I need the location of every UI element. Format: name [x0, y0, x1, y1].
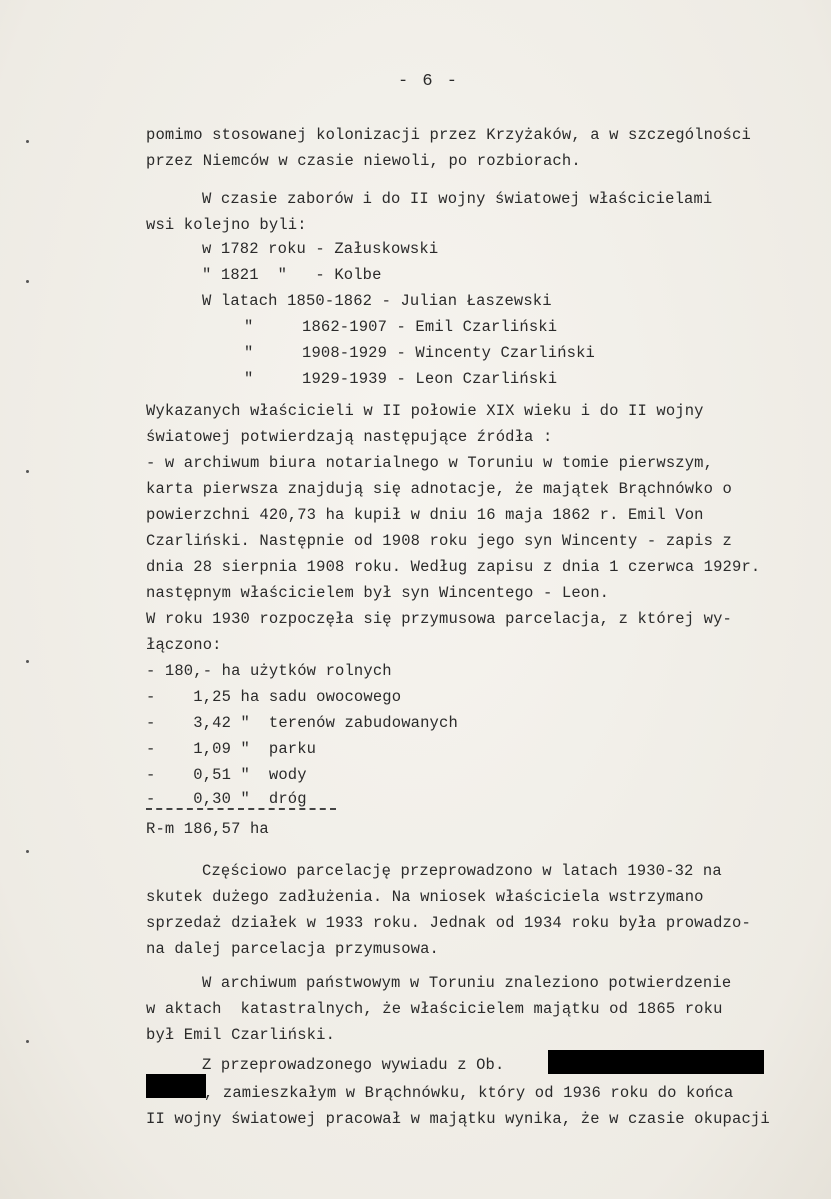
margin-dot [26, 470, 29, 473]
text-line: skutek dużego zadłużenia. Na wniosek właściciela wstrzymano [146, 888, 704, 906]
margin-dot [26, 140, 29, 143]
area-line: - 3,42 " terenów zabudowanych [146, 714, 458, 732]
text-line: w aktach katastralnych, że właścicielem majątku od 1865 roku [146, 1000, 723, 1018]
text-line: światowej potwierdzają następujące źródła : [146, 428, 553, 446]
redaction-box [146, 1074, 206, 1098]
margin-dot [26, 1040, 29, 1043]
owner-line: w 1782 roku - Załuskowski [202, 240, 439, 258]
ditto-mark: " [244, 318, 254, 336]
text-line: wsi kolejno byli: [146, 216, 307, 234]
text-line: Wykazanych właścicieli w II połowie XIX wieku i do II wojny [146, 402, 704, 420]
text-line: Częściowo parcelację przeprowadzono w latach 1930-32 na [202, 862, 722, 880]
text-line: pomimo stosowanej kolonizacji przez Krzyżaków, a w szczególności [146, 126, 751, 144]
area-total: R-m 186,57 ha [146, 820, 269, 838]
page-number: - 6 - [398, 72, 460, 91]
area-line: - 0,51 " wody [146, 766, 307, 784]
text-line: na dalej parcelacja przymusowa. [146, 940, 439, 958]
area-line: - 1,09 " parku [146, 740, 317, 758]
owner-line: 1862-1907 - Emil Czarliński [302, 318, 558, 336]
text-line: Czarliński. Następnie od 1908 roku jego syn Wincenty - zapis z [146, 532, 732, 550]
ditto-mark: " [244, 370, 254, 388]
text-line: W roku 1930 rozpoczęła się przymusowa parcelacja, z której wy- [146, 610, 732, 628]
text-line: karta pierwsza znajdują się adnotacje, że majątek Brąchnówko o [146, 480, 732, 498]
text-line: , zamieszkałym w Brąchnówku, który od 1936 roku do końca [204, 1084, 734, 1102]
text-line: powierzchni 420,73 ha kupił w dniu 16 maja 1862 r. Emil Von [146, 506, 704, 524]
text-line: II wojny światowej pracował w majątku wynika, że w czasie okupacji [146, 1110, 770, 1128]
text-line: W archiwum państwowym w Toruniu znaleziono potwierdzenie [202, 974, 732, 992]
text-line: łączono: [146, 636, 222, 654]
text-line: - w archiwum biura notarialnego w Toruniu w tomie pierwszym, [146, 454, 714, 472]
owner-line: W latach 1850-1862 - Julian Łaszewski [202, 292, 552, 310]
area-line: - 1,25 ha sadu owocowego [146, 688, 402, 706]
text-line: następnym właścicielem był syn Wincentego - Leon. [146, 584, 610, 602]
text-line: Z przeprowadzonego wywiadu z Ob. [202, 1056, 505, 1074]
margin-dot [26, 850, 29, 853]
text-line: W czasie zaborów i do II wojny światowej właścicielami [202, 190, 713, 208]
text-line: przez Niemców w czasie niewoli, po rozbiorach. [146, 152, 581, 170]
owner-line: 1929-1939 - Leon Czarliński [302, 370, 558, 388]
text-line: sprzedaż działek w 1933 roku. Jednak od 1934 roku była prowadzo- [146, 914, 751, 932]
text-line: był Emil Czarliński. [146, 1026, 336, 1044]
owner-line: 1908-1929 - Wincenty Czarliński [302, 344, 595, 362]
sum-rule [146, 808, 336, 810]
area-line: - 0,30 " dróg [146, 790, 307, 808]
margin-dot [26, 280, 29, 283]
redaction-box [548, 1050, 764, 1074]
owner-line: " 1821 " - Kolbe [202, 266, 382, 284]
text-line: dnia 28 sierpnia 1908 roku. Według zapisu z dnia 1 czerwca 1929r. [146, 558, 761, 576]
margin-dot [26, 660, 29, 663]
ditto-mark: " [244, 344, 254, 362]
area-line: - 180,- ha użytków rolnych [146, 662, 392, 680]
